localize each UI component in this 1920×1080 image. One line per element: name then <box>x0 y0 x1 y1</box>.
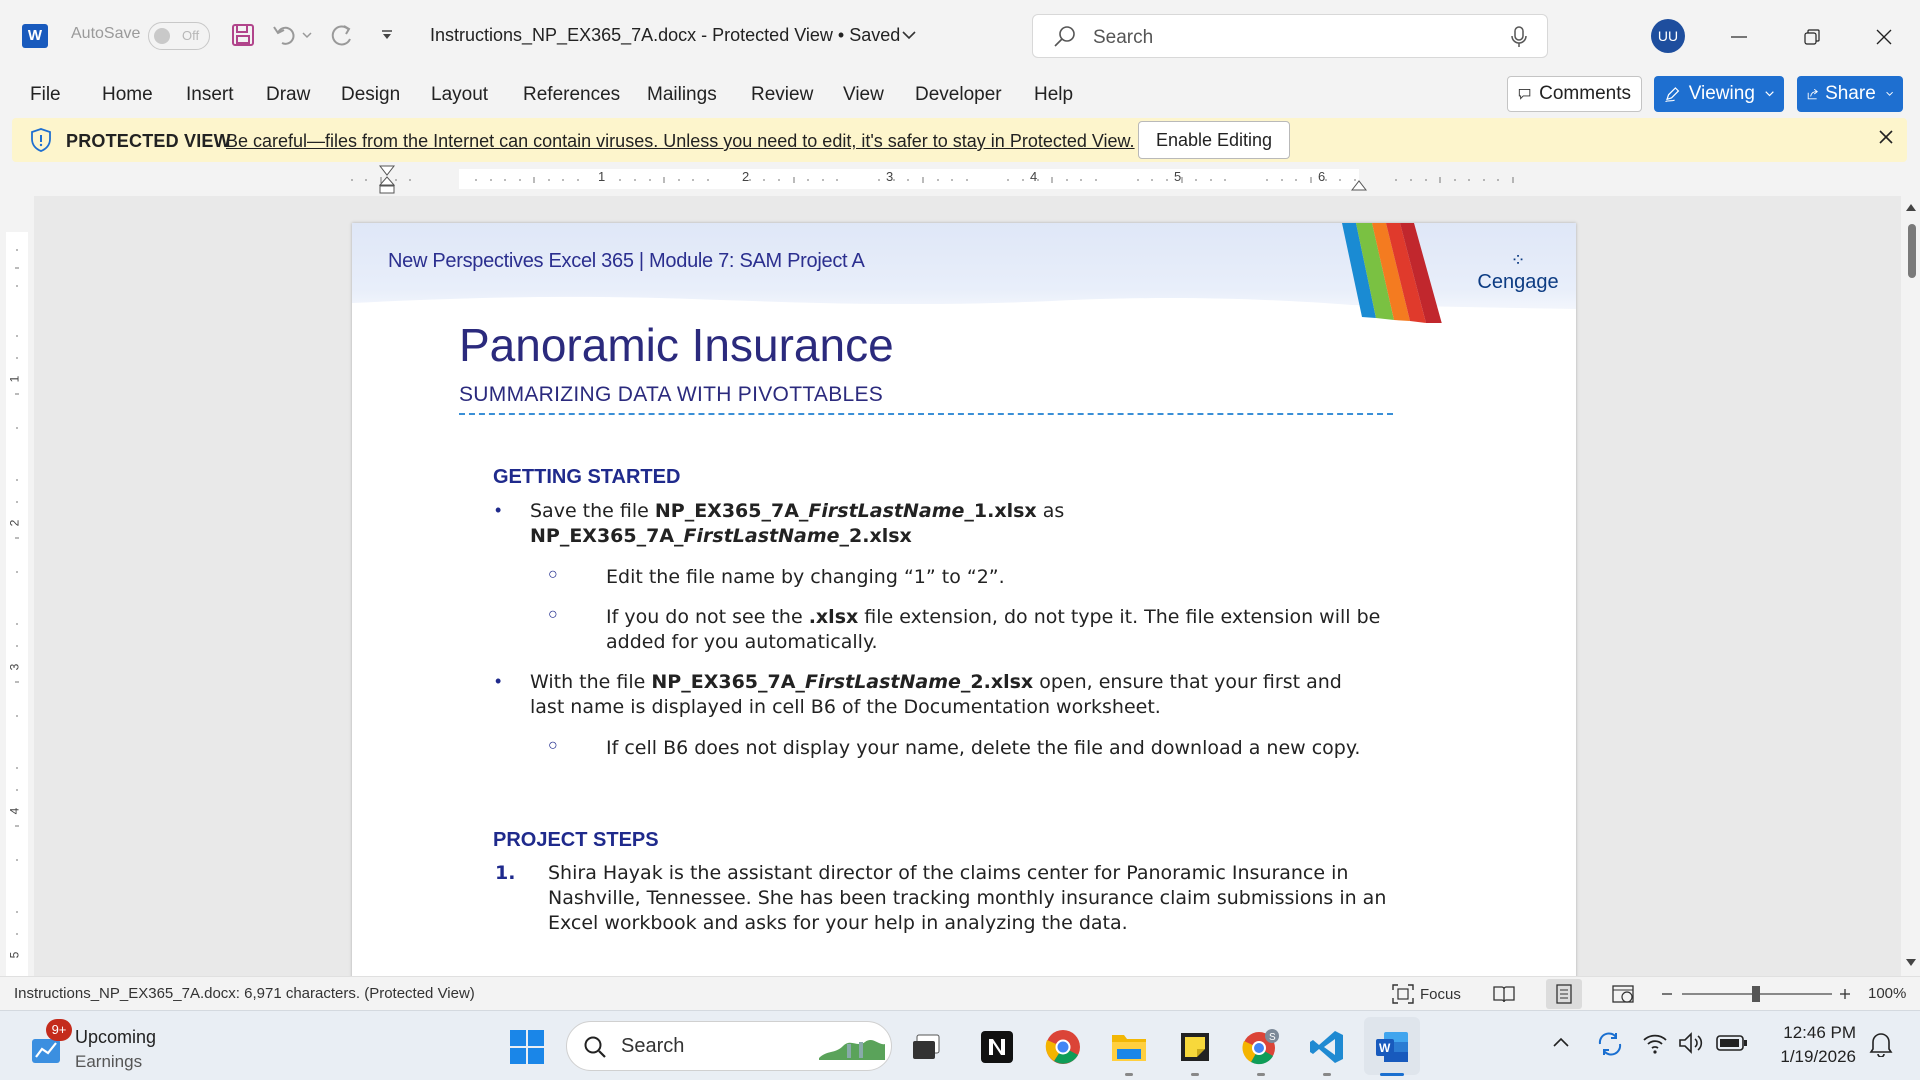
chevron-up-icon[interactable] <box>1552 1035 1570 1049</box>
viewing-mode-button[interactable] <box>1654 76 1784 112</box>
svg-text:W: W <box>1379 1041 1391 1055</box>
save-icon[interactable] <box>228 20 258 50</box>
file-explorer-icon[interactable] <box>1109 1027 1149 1067</box>
notion-icon[interactable] <box>977 1027 1017 1067</box>
undo-icon[interactable] <box>270 20 300 50</box>
ruler-number: 1 <box>598 169 606 184</box>
chrome-icon[interactable] <box>1043 1027 1083 1067</box>
autosave-state: Off <box>182 28 200 43</box>
viewing-label: Viewing <box>1688 83 1755 104</box>
tab-draw[interactable]: Draw <box>266 84 311 105</box>
comments-button[interactable] <box>1507 76 1642 112</box>
search-icon <box>1053 25 1077 54</box>
running-indicator <box>1323 1073 1331 1076</box>
minimize-icon[interactable] <box>1724 22 1754 52</box>
chevron-down-icon <box>1765 90 1774 98</box>
cengage-wordmark: Cengage <box>1477 271 1559 293</box>
focus-icon <box>1392 984 1414 1004</box>
shield-icon <box>30 128 52 157</box>
header-text: New Perspectives Excel 365 | Module 7: SAM Project A <box>388 250 865 272</box>
taskbar-search-input[interactable] <box>566 1021 892 1071</box>
ruler-number: 4 <box>1030 169 1038 184</box>
active-indicator <box>1380 1073 1404 1076</box>
search-placeholder: Search <box>1093 27 1154 48</box>
vertical-ruler-ticks <box>6 232 28 976</box>
document-page[interactable] <box>352 223 1576 976</box>
word-taskbar-icon[interactable] <box>1372 1027 1412 1067</box>
running-indicator <box>1257 1073 1265 1076</box>
chrome-profile-icon[interactable] <box>1241 1027 1281 1067</box>
step-number: 1. <box>495 862 516 884</box>
ruler-number: 1 <box>7 375 22 383</box>
cengage-dots-icon: ⁘ <box>1510 250 1526 270</box>
focus-label: Focus <box>1420 985 1461 1003</box>
scrollbar-thumb[interactable] <box>1908 224 1916 278</box>
ruler-number: 6 <box>1318 169 1326 184</box>
protected-view-message[interactable]: Be careful—files from the Internet can contain viruses. Unless you need to edit, it's safer to stay in Protected View. <box>226 131 1135 151</box>
comment-icon <box>1518 85 1531 103</box>
tab-file[interactable]: File <box>30 84 61 105</box>
tab-view[interactable]: View <box>843 84 884 105</box>
tab-review[interactable]: Review <box>751 84 814 105</box>
title-bar <box>0 0 1920 72</box>
search-highlight-icon <box>817 1032 887 1062</box>
gs-bullet-2: With the file NP_EX365_7A_FirstLastName_2.xlsx open, ensure that your first and last name is displayed in cell B6 of the Documentation worksheet. <box>530 671 1342 718</box>
zoom-in-icon[interactable] <box>1838 987 1852 1001</box>
vertical-scrollbar[interactable] <box>1902 196 1920 976</box>
vertical-ruler[interactable] <box>0 232 34 976</box>
status-bar <box>0 976 1920 1010</box>
ruler-number: 5 <box>1174 169 1182 184</box>
protected-view-bar <box>12 118 1907 162</box>
sub-bullet-marker: ○ <box>548 737 558 754</box>
microphone-icon[interactable] <box>1509 25 1529 54</box>
running-indicator <box>1191 1073 1199 1076</box>
sync-icon[interactable] <box>1596 1031 1624 1057</box>
chevron-down-icon <box>1886 90 1893 98</box>
ruler-number: 4 <box>7 807 22 815</box>
title-chevron-down-icon[interactable] <box>894 20 924 50</box>
document-title-heading: Panoramic Insurance <box>459 319 894 371</box>
sub-bullet-marker: ○ <box>548 606 558 623</box>
share-button[interactable] <box>1797 76 1903 112</box>
step-1-text: Shira Hayak is the assistant director of the claims center for Panoramic Insurance in Nashville, Tennessee. She has been tracking monthly insurance claim submissions in an Excel workbook and asks for your help in analyzing the data. <box>548 862 1387 934</box>
ruler-number: 5 <box>7 951 22 959</box>
gs-sub-bullet-1: Edit the file name by changing “1” to “2”. <box>606 566 1005 588</box>
taskbar <box>0 1010 1920 1080</box>
document-stats[interactable]: Instructions_NP_EX365_7A.docx: 6,971 characters. (Protected View) <box>14 985 475 1002</box>
share-icon <box>1807 84 1819 104</box>
tab-layout[interactable]: Layout <box>431 84 489 105</box>
right-indent-marker-icon[interactable] <box>1350 176 1368 192</box>
gs-sub-bullet-3: If cell B6 does not display your name, delete the file and download a new copy. <box>606 737 1361 759</box>
taskbar-search-placeholder: Search <box>621 1035 685 1057</box>
search-icon <box>583 1035 607 1059</box>
web-layout-icon[interactable] <box>1612 984 1636 1004</box>
sticky-notes-icon[interactable] <box>1175 1027 1215 1067</box>
cengage-logo <box>1468 251 1568 294</box>
zoom-slider-thumb[interactable] <box>1752 986 1760 1002</box>
toggle-knob <box>154 28 170 44</box>
bullet-marker: • <box>495 500 502 520</box>
word-app-icon: W <box>22 24 48 48</box>
tab-developer[interactable]: Developer <box>915 84 1002 105</box>
tab-home[interactable]: Home <box>102 84 153 105</box>
zoom-out-icon[interactable] <box>1660 987 1674 1001</box>
battery-icon[interactable] <box>1716 1033 1748 1053</box>
ruler-number: 2 <box>742 169 750 184</box>
project-steps-heading: PROJECT STEPS <box>493 829 659 851</box>
task-view-icon[interactable] <box>906 1027 946 1067</box>
sub-bullet-marker: ○ <box>548 566 558 583</box>
notification-badge: 9+ <box>46 1019 72 1041</box>
document-subtitle: SUMMARIZING DATA WITH PIVOTTABLES <box>459 383 884 406</box>
enable-editing-button[interactable]: Enable Editing <box>1138 121 1290 159</box>
dashed-divider <box>459 413 1393 415</box>
tab-help[interactable]: Help <box>1034 84 1074 105</box>
autosave-toggle[interactable] <box>148 22 210 50</box>
ruler-ticks <box>348 169 1568 189</box>
tab-insert[interactable]: Insert <box>186 84 234 105</box>
ruler-number: 2 <box>7 519 22 527</box>
scroll-up-arrow-icon[interactable] <box>1905 202 1917 212</box>
tab-design[interactable]: Design <box>341 84 401 105</box>
close-window-icon[interactable] <box>1869 22 1899 52</box>
focus-mode-button[interactable] <box>1392 984 1461 1004</box>
indent-marker-icon[interactable] <box>377 165 397 197</box>
search-input[interactable] <box>1032 14 1548 58</box>
vscode-icon[interactable] <box>1307 1027 1347 1067</box>
volume-icon[interactable] <box>1678 1031 1704 1055</box>
customize-toolbar-icon[interactable] <box>372 20 402 50</box>
tab-mailings[interactable]: Mailings <box>647 84 717 105</box>
protected-view-label: PROTECTED VIEW <box>66 131 231 151</box>
restore-icon[interactable] <box>1797 22 1827 52</box>
wifi-icon[interactable] <box>1642 1031 1668 1055</box>
widget-title: Upcoming <box>75 1027 157 1047</box>
running-indicator <box>1125 1073 1133 1076</box>
undo-dropdown-icon[interactable] <box>298 20 316 50</box>
windows-start-icon[interactable] <box>507 1027 547 1067</box>
system-clock[interactable] <box>1772 1021 1856 1069</box>
tab-references[interactable]: References <box>523 84 621 105</box>
getting-started-heading: GETTING STARTED <box>493 466 681 488</box>
read-mode-icon[interactable] <box>1492 984 1516 1004</box>
widget-subtitle: Earnings <box>75 1052 143 1071</box>
gs-sub-bullet-2: If you do not see the .xlsx file extension, do not type it. The file extension will be added for you automatically. <box>606 606 1381 653</box>
close-icon[interactable] <box>1878 129 1894 150</box>
horizontal-ruler[interactable] <box>0 162 1920 196</box>
notification-bell-icon[interactable] <box>1868 1031 1894 1057</box>
ruler-number: 3 <box>886 169 894 184</box>
bullet-marker: • <box>495 671 502 691</box>
color-stripes-logo <box>1342 223 1462 323</box>
zoom-level[interactable]: 100% <box>1868 985 1907 1002</box>
pen-icon <box>1664 83 1681 105</box>
scroll-down-arrow-icon[interactable] <box>1905 958 1917 968</box>
comments-label: Comments <box>1539 83 1631 104</box>
share-label: Share <box>1825 83 1876 104</box>
zoom-slider[interactable] <box>1682 993 1832 995</box>
document-canvas[interactable] <box>34 196 1901 976</box>
clock-date: 1/19/2026 <box>1780 1047 1856 1066</box>
clock-time: 12:46 PM <box>1783 1023 1856 1042</box>
svg-text:S: S <box>1269 1032 1276 1043</box>
gs-bullet-1: Save the file NP_EX365_7A_FirstLastName_1.xlsx as NP_EX365_7A_FirstLastName_2.xlsx <box>530 500 1065 547</box>
document-title[interactable]: Instructions_NP_EX365_7A.docx - Protected View • Saved <box>430 25 901 45</box>
autosave-label: AutoSave <box>71 25 141 42</box>
redo-icon[interactable] <box>328 20 358 50</box>
user-avatar[interactable]: UU <box>1651 19 1685 53</box>
print-layout-icon[interactable] <box>1554 984 1574 1004</box>
ruler-number: 3 <box>7 663 22 671</box>
